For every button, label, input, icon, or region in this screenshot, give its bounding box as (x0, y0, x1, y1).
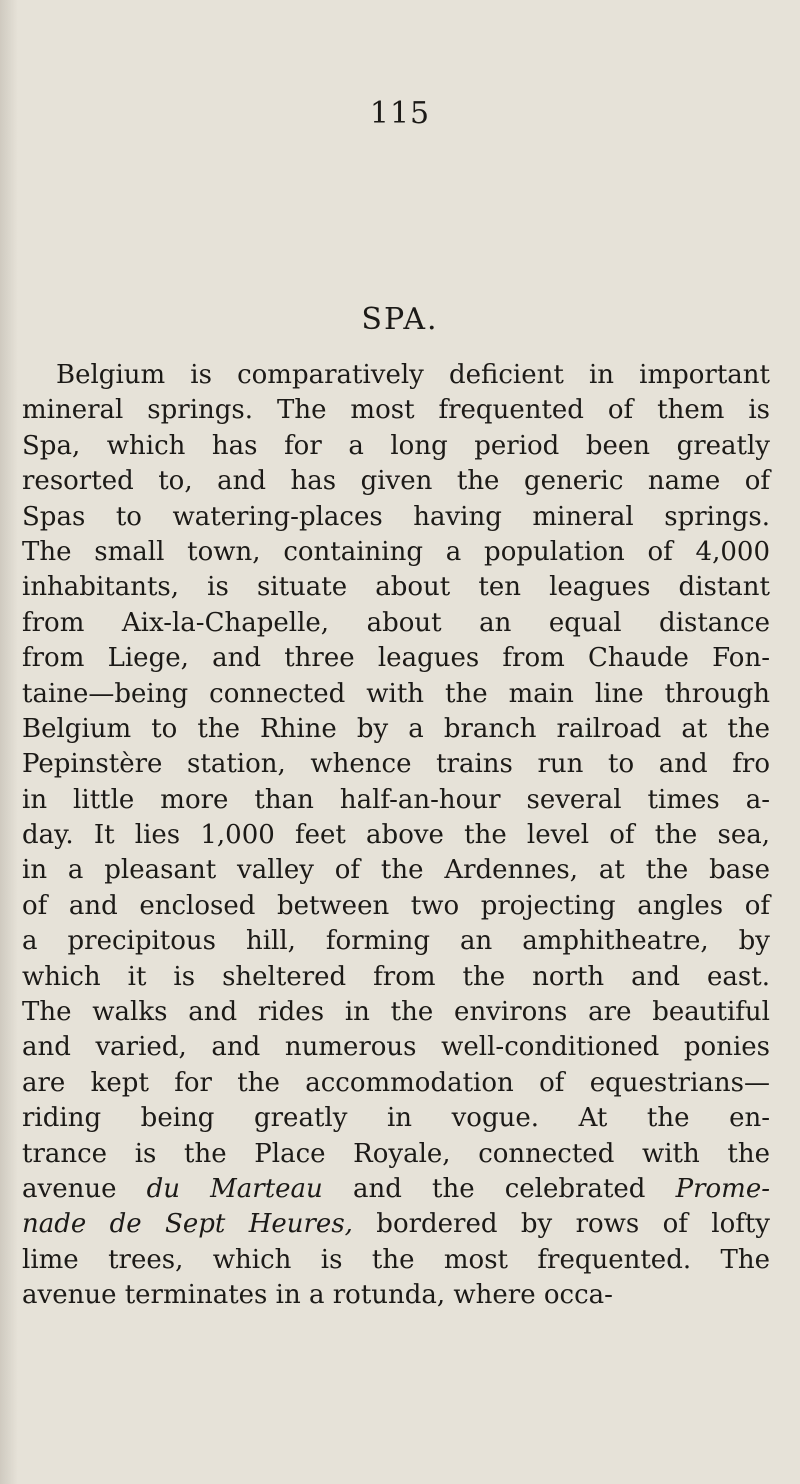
text-line: avenue terminates in a rotunda, where occa- (22, 1280, 613, 1311)
text-line (0, 1172, 800, 1207)
text-line: and varied, and numerous well-conditioned ponies (22, 1032, 770, 1063)
text-line: lime trees, which is the most frequented. The (22, 1244, 770, 1275)
text-line: Belgium is comparatively deficient in important (56, 360, 770, 390)
text-line: riding being greatly in vogue. At the en- (22, 1103, 770, 1134)
italic-text-run: nade de Sept Heures, (22, 1209, 353, 1240)
text-line: Spa, which has for a long period been greatly (22, 430, 770, 461)
italic-text-run: du Marteau (146, 1173, 323, 1204)
text-run: avenue (22, 1173, 147, 1204)
text-line: inhabitants, is situate about ten leagues distant (22, 572, 770, 603)
text-line: are kept for the accommodation of equestrians— (22, 1067, 770, 1098)
text-line: day. It lies 1,000 feet above the level of the sea, (22, 820, 770, 851)
text-line: resorted to, and has given the generic name of (22, 466, 770, 497)
text-line: Pepinstère station, whence trains run to and fro (22, 749, 770, 780)
text-line (0, 1207, 800, 1242)
text-line: from Aix-la-Chapelle, about an equal distance (22, 607, 770, 638)
text-line: taine—being connected with the main line through (22, 678, 770, 709)
text-line: trance is the Place Royale, connected with the (22, 1138, 770, 1169)
text-line: Belgium to the Rhine by a branch railroad at the (22, 713, 770, 744)
text-line: a precipitous hill, forming an amphitheatre, by (22, 926, 770, 957)
text-run: bordered by rows of lofty (352, 1209, 770, 1240)
page-number: 115 (369, 96, 431, 131)
text-run: and the celebrated (322, 1173, 676, 1204)
body-text (0, 358, 800, 1314)
text-line: Spas to watering-places having mineral springs. (22, 501, 770, 532)
italic-text-run: Prome- (675, 1173, 770, 1204)
text-line: The walks and rides in the environs are beautiful (22, 997, 770, 1028)
page-title: SPA. (361, 302, 439, 337)
text-line: in a pleasant valley of the Ardennes, at the base (22, 855, 770, 886)
text-line: from Liege, and three leagues from Chaude Fon- (22, 643, 770, 674)
text-line: which it is sheltered from the north and east. (22, 961, 770, 992)
text-line: of and enclosed between two projecting angles of (22, 890, 770, 921)
text-line: in little more than half-an-hour several times a- (22, 784, 770, 815)
text-line: mineral springs. The most frequented of them is (22, 395, 770, 426)
text-line: The small town, containing a population of 4,000 (22, 536, 770, 567)
